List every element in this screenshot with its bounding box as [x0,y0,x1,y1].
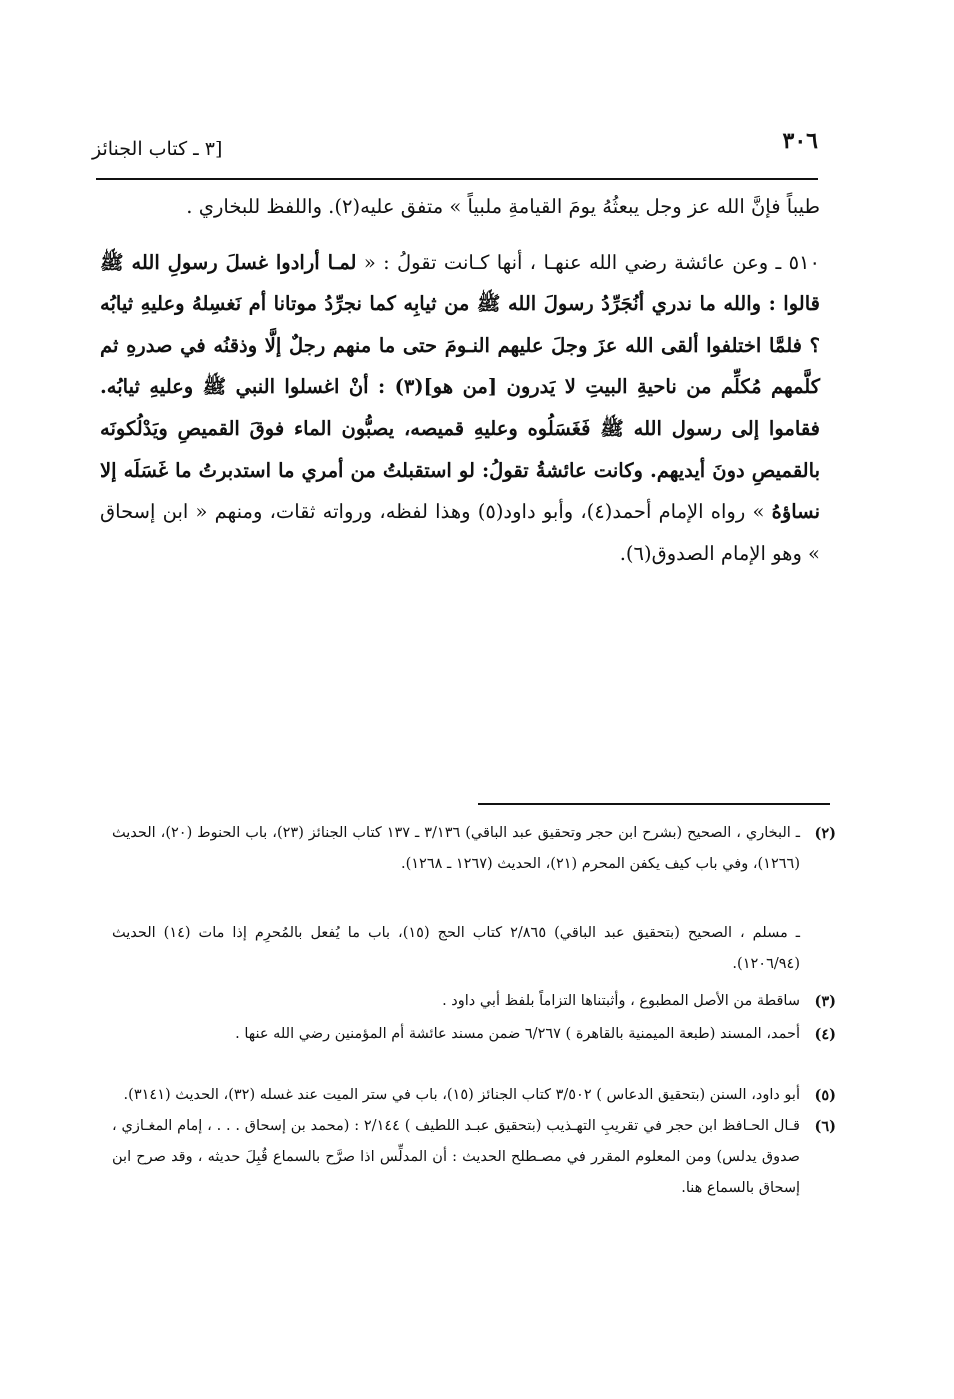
footnote-text: أحمد، المسند (طبعة الميمنية بالقاهرة ) ٦/٢٦٧ ضمن مسند عائشة أم المؤمنين رضي الله عنها . [235,1026,800,1042]
footnotes [112,818,836,1204]
footnote-4 [112,1019,836,1050]
header-rule [96,178,818,180]
hadith-510-tail: » رواه الإمام أحمد(٤)، وأبو داود(٥) وهذا لفظه، ورواته ثقات، ومنهم « ابن إسحاق » وهو الإمام الصدوق(٦). [100,500,820,565]
footnote-text: أبو داود، السنن (بتحقيق الدعاس ) ٣/٥٠٢ كتاب الجنائز (١٥)، باب في ستر الميت عند غسله (٣٢)، الحديث (٣١٤١). [123,1087,800,1103]
footnote-2 [112,818,836,914]
hadith-510-intro: ٥١٠ ـ وعن عائشة رضي الله عنهـا ، أنها كـانت تقولُ : « [363,250,820,274]
hadith-510-paragraph [100,242,820,575]
running-head: [٣ ـ كتاب الجنائز [92,138,223,160]
footnote-text: ـ البخاري ، الصحيح (بشرح ابن حجر وتحقيق عبد الباقي) ٣/١٣٦ ـ ١٣٧ كتاب الجنائز (٢٣)، باب الحنوط (٢٠)، الحديث (١٢٦٦)، وفي باب كيف يكفن المحرم (٢١)، الحديث (١٢٦٧ ـ ١٢٦٨). [112,825,801,872]
footnote-text: ساقطة من الأصل المطبوع ، وأثبتناها التزاماً بلفظ أبي داود . [442,993,800,1009]
footnote-number: (٣) [814,993,836,1010]
main-text [100,186,820,574]
footnote-text: قـال الحـافظ ابن حجر في تقريبِ التهـذيب (بتحقيق عبـد اللطيف ) ٢/١٤٤ : (محمد بن إسحاق . . . ، إمام المغـازي ، صدوق يدلس) ومن المعلوم المقرر في مصـطلح الحديث : أن المدلِّس اذا صرَّح بالسماع قُبِلَ حديثه ، وقد صرح ابن إسحاق بالسماع هنا. [112,1118,800,1196]
footnote-rule [478,803,830,805]
opening-paragraph: طيباً فإنَّ الله عز وجل يبعثُهُ يومَ القيامةِ ملبياً » متفق عليه(٢). واللفظ للبخاري . [186,195,820,218]
page-number: ٣٠٦ [782,128,818,154]
footnote-number: (٤) [814,1026,836,1043]
footnote-5 [112,1080,836,1111]
hadith-510-text: لمـا أرادوا غسلَ رسولِ الله ﷺ قالوا : والله ما ندري أنُجَرِّدُ رسولَ الله ﷺ من ثيابِه كما نجرِّدُ موتانا أم نَغسِلهُ وعليهِ ثيابُه ؟ فلمَّا اختلفوا ألقى الله عزَ وجلَ عليهم النـومَ حتى ما منهم رجلٌ إلَّا وذقنُه في صدرهِ ثم كلَّمهم مُكلِّم من ناحيةِ البيتِ لا يَدرون [من هو](٣) : أنْ اغسلوا النبي ﷺ وعليهِ ثيابُه. فقاموا إلى رسول الله ﷺ فَغَسَلُوه وعليهِ قميصه، يصبُّون الماء فوقَ القميصِ ويَدْلُكونَه بالقميصِ دونَ أيديهم. وكانت عائشةُ تقولُ: لو استقبلتُ من أمري ما استدبرتُ ما غَسَلَه إلا نساؤهُ [100,250,821,524]
footnote-number: (٢) [814,825,836,842]
footnote-2-continued [112,918,836,984]
footnote-text: ـ مسلم ، الصحيح (بتحقيق عبد الباقي) ٢/٨٦٥ كتاب الحج (١٥)، باب ما يُفعل بالمُحرِم إذا مات (١٤) الحديث (١٢٠٦/٩٤). [112,925,801,972]
footnote-number: (٥) [814,1087,836,1104]
footnote-6 [112,1111,836,1204]
footnote-3 [112,986,836,1017]
footnote-number: (٦) [814,1118,836,1135]
